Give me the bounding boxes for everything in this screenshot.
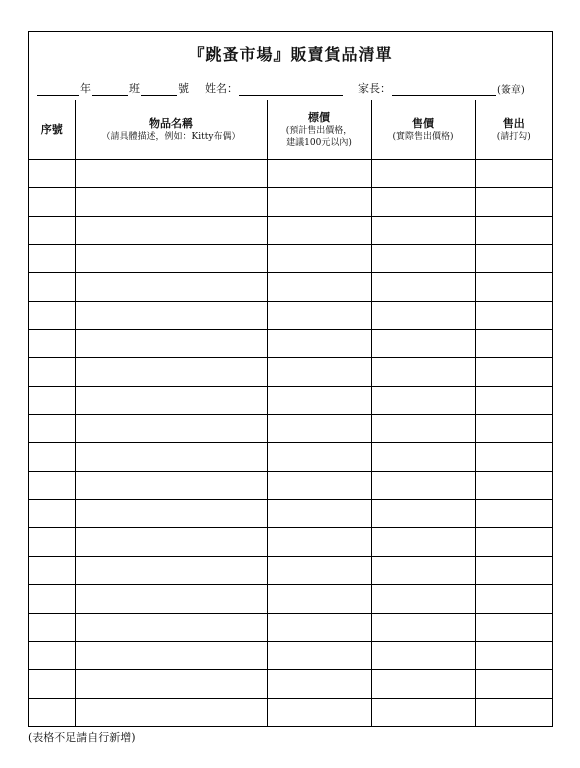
item-name-cell[interactable] [75,245,267,273]
table-row [29,415,552,443]
table-row [29,500,552,528]
item-name-cell[interactable] [75,188,267,216]
list-price-cell[interactable] [267,528,371,556]
form-sheet [28,31,553,727]
sold-check-cell[interactable] [475,698,552,726]
table-row [29,641,552,669]
table-row [29,301,552,329]
list-price-cell[interactable] [267,471,371,499]
list-price-cell[interactable] [267,670,371,698]
sold-check-cell[interactable] [475,330,552,358]
list-price-cell[interactable] [267,216,371,244]
item-name-cell[interactable] [75,641,267,669]
item-name-cell[interactable] [75,670,267,698]
sale-price-cell[interactable] [371,273,475,301]
sold-check-cell[interactable] [475,556,552,584]
item-name-cell[interactable] [75,471,267,499]
list-price-cell[interactable] [267,160,371,188]
item-name-cell[interactable] [75,528,267,556]
list-price-cell[interactable] [267,415,371,443]
sold-check-cell[interactable] [475,301,552,329]
serial-cell[interactable] [29,613,75,641]
grade-blank[interactable] [37,83,79,96]
header-item-name: 物品名稱 （請具體描述，例如：Kitty布偶） [75,100,267,160]
sale-price-cell[interactable] [371,613,475,641]
sold-check-cell[interactable] [475,528,552,556]
serial-cell[interactable] [29,160,75,188]
seal-label: (簽章) [497,85,525,96]
sold-check-cell[interactable] [475,613,552,641]
serial-cell[interactable] [29,216,75,244]
table-row [29,160,552,188]
item-name-cell[interactable] [75,556,267,584]
list-price-cell[interactable] [267,358,371,386]
sale-price-cell[interactable] [371,556,475,584]
serial-cell[interactable] [29,585,75,613]
list-price-cell[interactable] [267,301,371,329]
sale-price-cell[interactable] [371,528,475,556]
class-blank[interactable] [92,83,128,96]
list-price-cell[interactable] [267,386,371,414]
sale-price-cell[interactable] [371,358,475,386]
sale-price-cell[interactable] [371,500,475,528]
list-price-cell[interactable] [267,556,371,584]
serial-cell[interactable] [29,301,75,329]
item-name-cell[interactable] [75,415,267,443]
item-name-cell[interactable] [75,585,267,613]
parent-signature-blank[interactable] [392,83,496,96]
table-row [29,528,552,556]
item-name-cell[interactable] [75,698,267,726]
sale-price-cell[interactable] [371,670,475,698]
table-row [29,698,552,726]
grade-label: 年 [80,82,91,95]
sale-price-cell[interactable] [371,415,475,443]
sale-price-cell[interactable] [371,698,475,726]
sale-price-cell[interactable] [371,216,475,244]
footnote: (表格不足請自行新增) [28,731,136,744]
table-row [29,358,552,386]
sold-check-cell[interactable] [475,415,552,443]
header-list-price: 標價 (預計售出價格， 建議100元以內) [267,100,371,160]
serial-cell[interactable] [29,471,75,499]
item-name-cell[interactable] [75,358,267,386]
sold-check-cell[interactable] [475,273,552,301]
sold-check-cell[interactable] [475,160,552,188]
sale-price-cell[interactable] [371,641,475,669]
table-row [29,670,552,698]
table-row [29,613,552,641]
serial-cell[interactable] [29,500,75,528]
serial-cell[interactable] [29,415,75,443]
item-name-cell[interactable] [75,613,267,641]
item-name-cell[interactable] [75,160,267,188]
sold-check-cell[interactable] [475,216,552,244]
table-row [29,556,552,584]
list-price-cell[interactable] [267,641,371,669]
table-row [29,330,552,358]
list-price-cell[interactable] [267,273,371,301]
list-price-cell[interactable] [267,698,371,726]
table-row [29,273,552,301]
number-blank[interactable] [141,83,177,96]
table-header-row [29,100,552,160]
sale-price-cell[interactable] [371,330,475,358]
table-row [29,216,552,244]
serial-cell[interactable] [29,443,75,471]
serial-cell[interactable] [29,273,75,301]
table-row [29,245,552,273]
list-price-cell[interactable] [267,245,371,273]
sold-check-cell[interactable] [475,641,552,669]
name-label: 姓名： [205,82,238,95]
sale-price-cell[interactable] [371,301,475,329]
class-label: 班 [129,82,140,95]
item-name-cell[interactable] [75,386,267,414]
item-name-cell[interactable] [75,443,267,471]
sold-check-cell[interactable] [475,670,552,698]
item-name-cell[interactable] [75,301,267,329]
serial-cell[interactable] [29,386,75,414]
serial-cell[interactable] [29,698,75,726]
number-label: 號 [178,82,189,95]
table-row [29,443,552,471]
header-sale-price: 售價 (實際售出價格) [371,100,475,160]
serial-cell[interactable] [29,245,75,273]
sold-check-cell[interactable] [475,358,552,386]
sale-price-cell[interactable] [371,443,475,471]
table-row [29,386,552,414]
header-serial: 序號 [29,100,75,160]
header-sold: 售出 (請打勾) [475,100,552,160]
serial-cell[interactable] [29,358,75,386]
parent-label: 家長： [358,82,391,95]
sale-price-cell[interactable] [371,160,475,188]
sold-check-cell[interactable] [475,386,552,414]
serial-cell[interactable] [29,641,75,669]
sale-price-cell[interactable] [371,188,475,216]
list-price-cell[interactable] [267,188,371,216]
list-price-cell[interactable] [267,443,371,471]
sold-check-cell[interactable] [475,471,552,499]
sold-check-cell[interactable] [475,500,552,528]
sold-check-cell[interactable] [475,188,552,216]
sale-price-cell[interactable] [371,471,475,499]
item-name-cell[interactable] [75,216,267,244]
serial-cell[interactable] [29,330,75,358]
goods-table [29,100,552,726]
sale-price-cell[interactable] [371,585,475,613]
list-price-cell[interactable] [267,613,371,641]
serial-cell[interactable] [29,670,75,698]
serial-cell[interactable] [29,188,75,216]
item-name-cell[interactable] [75,330,267,358]
sale-price-cell[interactable] [371,245,475,273]
item-name-cell[interactable] [75,500,267,528]
table-row [29,188,552,216]
sale-price-cell[interactable] [371,386,475,414]
serial-cell[interactable] [29,556,75,584]
table-row [29,585,552,613]
name-blank[interactable] [239,83,343,96]
list-price-cell[interactable] [267,500,371,528]
list-price-cell[interactable] [267,585,371,613]
student-info-line [37,80,546,96]
list-price-cell[interactable] [267,330,371,358]
table-row [29,471,552,499]
sold-check-cell[interactable] [475,245,552,273]
serial-cell[interactable] [29,528,75,556]
sold-check-cell[interactable] [475,443,552,471]
form-title: 『跳蚤市場』販賣貨品清單 [188,45,393,64]
item-name-cell[interactable] [75,273,267,301]
sold-check-cell[interactable] [475,585,552,613]
